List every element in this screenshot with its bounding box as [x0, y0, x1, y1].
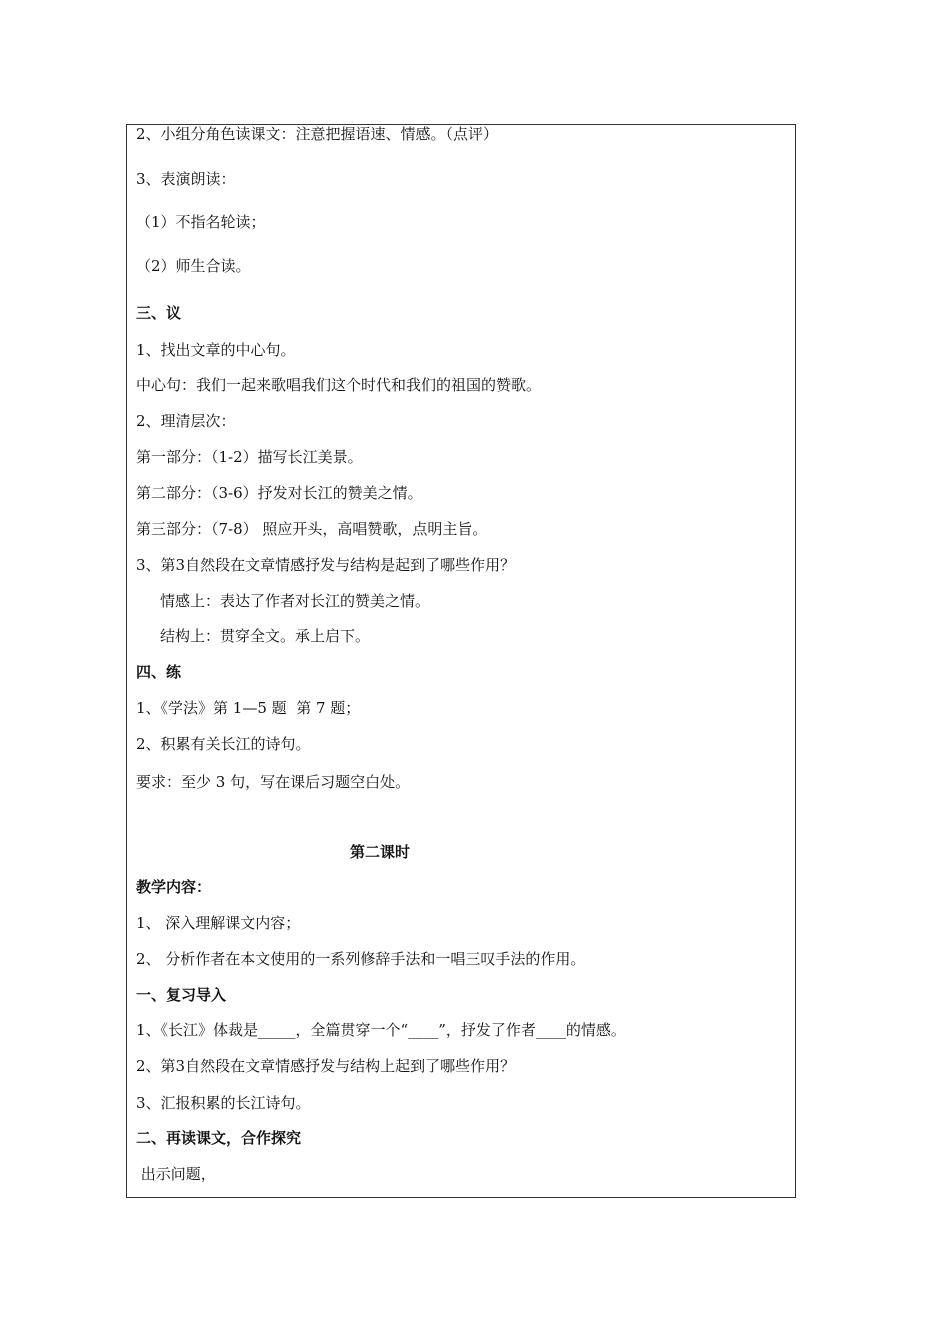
text-line: 2、小组分角色读课文：注意把握语速、情感。（点评） — [136, 125, 499, 143]
text-line: 1、《学法》第 1—5 题 第 7 题； — [136, 699, 361, 717]
text-line: 情感上：表达了作者对长江的赞美之情。 — [160, 592, 431, 610]
text-line: 3、第3自然段在文章情感抒发与结构是起到了哪些作用？ — [136, 556, 516, 574]
section-heading: 一、复习导入 — [136, 986, 227, 1004]
text-line: 3、表演朗读： — [136, 170, 236, 188]
section-heading: 四、练 — [136, 663, 182, 681]
text-line: （2）师生合读。 — [136, 257, 251, 275]
text-line: 第二部分：（3-6）抒发对长江的赞美之情。 — [136, 484, 423, 502]
text-line: 3、汇报积累的长江诗句。 — [136, 1094, 311, 1112]
text-line: 2、第3自然段在文章情感抒发与结构上起到了哪些作用？ — [136, 1057, 516, 1075]
text-line: （1）不指名轮读； — [136, 213, 266, 231]
text-line: 2、 分析作者在本文使用的一系列修辞手法和一唱三叹手法的作用。 — [136, 950, 586, 968]
text-line: 第一部分：（1-2）描写长江美景。 — [136, 448, 363, 466]
text-line: 要求：至少 3 句，写在课后习题空白处。 — [136, 773, 411, 791]
section-heading: 教学内容： — [136, 878, 212, 896]
text-line: 1、找出文章的中心句。 — [136, 341, 296, 359]
section-heading: 二、再读课文，合作探究 — [136, 1129, 302, 1147]
text-line: 2、理清层次： — [136, 412, 236, 430]
text-line: 1、 深入理解课文内容； — [136, 914, 301, 932]
text-line: 结构上：贯穿全文。承上启下。 — [160, 627, 371, 645]
section-heading: 三、议 — [136, 304, 182, 322]
text-line: 2、积累有关长江的诗句。 — [136, 735, 311, 753]
lesson-title: 第二课时 — [349, 843, 410, 861]
text-line: 第三部分：（7-8） 照应开头，高唱赞歌，点明主旨。 — [136, 520, 488, 538]
text-line: 1、《长江》体裁是_____，全篇贯穿一个“____”，抒发了作者____的情感。 — [136, 1021, 626, 1039]
text-line: 中心句：我们一起来歌唱我们这个时代和我们的祖国的赞歌。 — [136, 376, 542, 394]
text-line: 出示问题， — [136, 1165, 216, 1183]
